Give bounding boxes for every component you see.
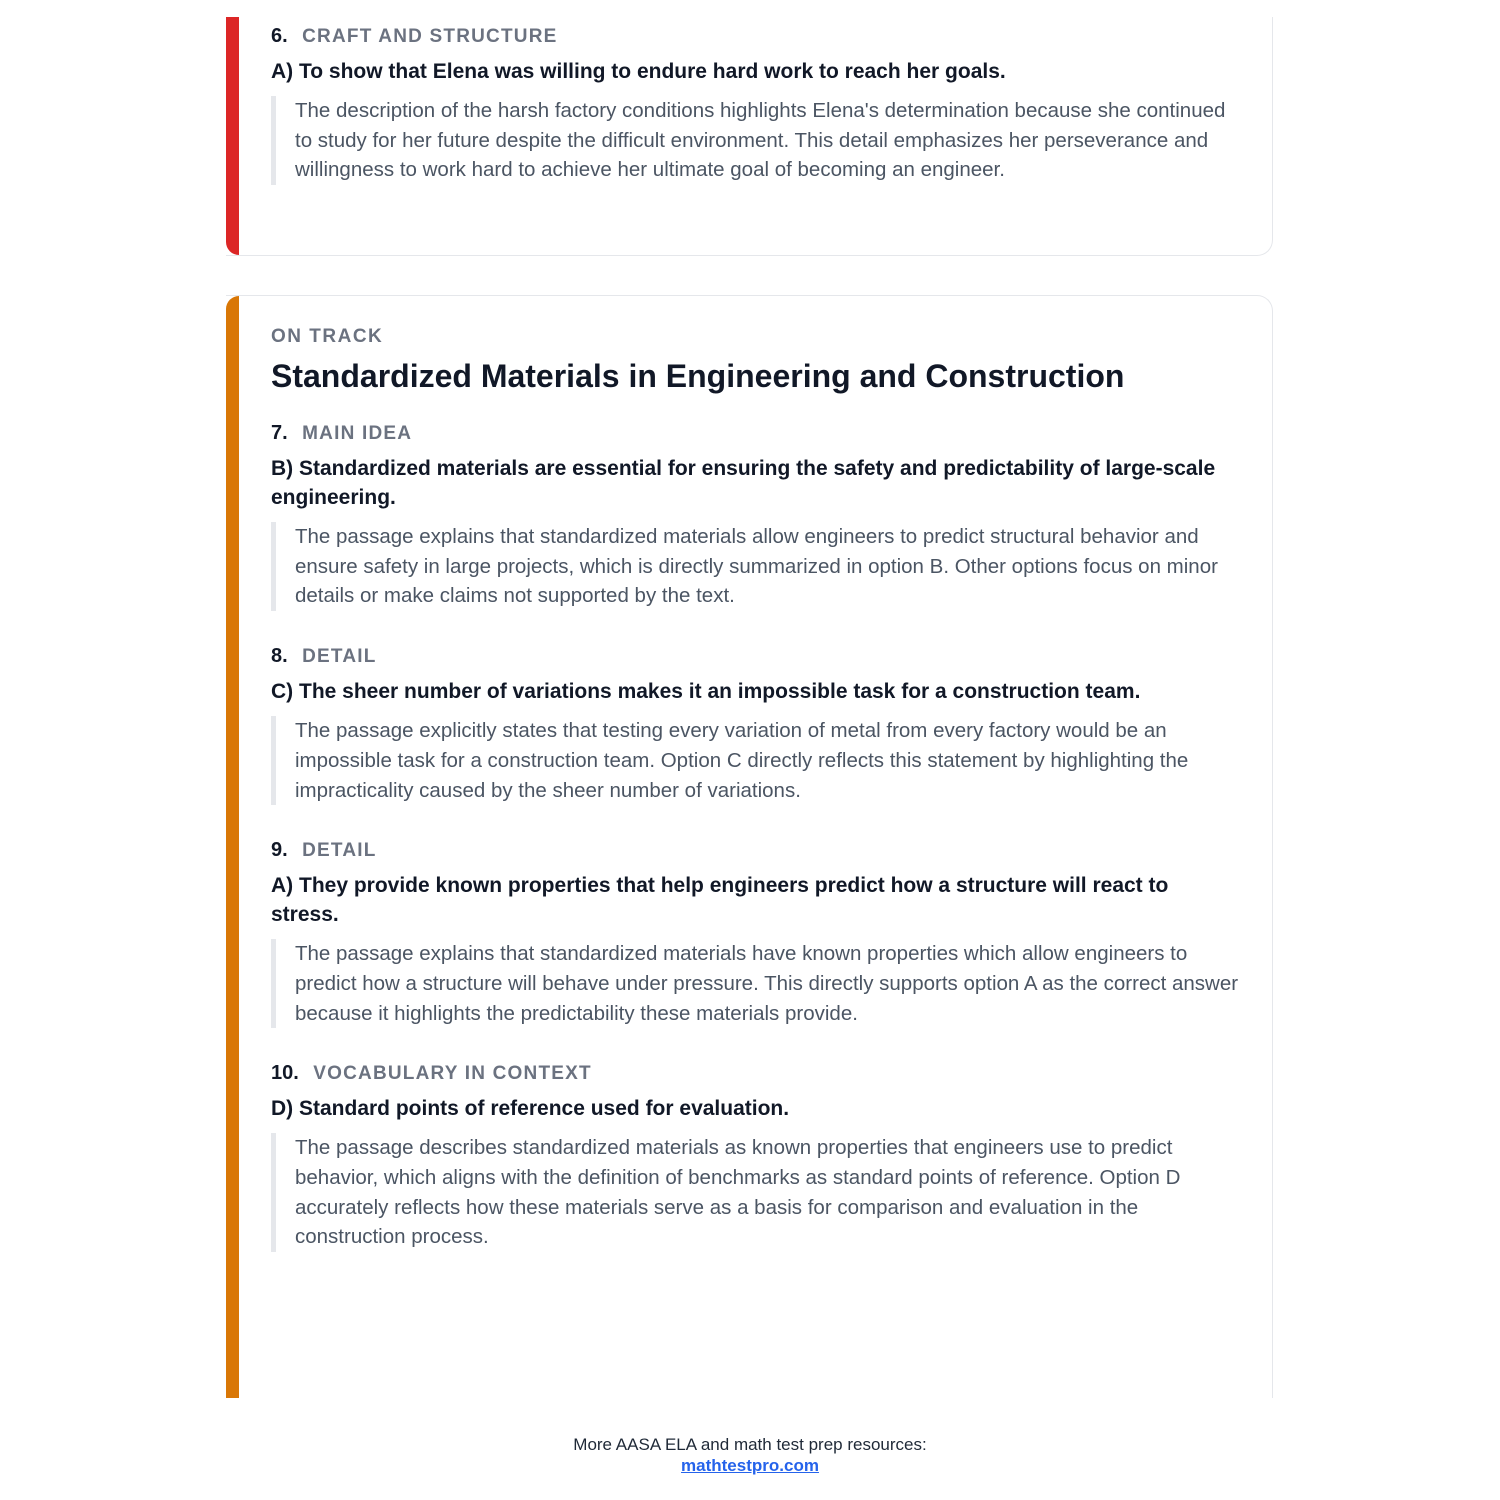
question-answer: C) The sheer number of variations makes it an impossible task for a construction team. <box>271 680 1141 704</box>
question-number: 9. <box>271 839 288 862</box>
question-skill: CRAFT AND STRUCTURE <box>302 26 558 47</box>
question-skill: DETAIL <box>302 840 377 862</box>
footer-link[interactable]: mathtestpro.com <box>681 1456 819 1475</box>
question-answer: A) To show that Elena was willing to endure hard work to reach her goals. <box>271 60 1006 83</box>
question-header <box>271 418 1240 448</box>
on-track-card <box>226 295 1273 1398</box>
question-explanation: The passage describes standardized materials as known properties that engineers use to predict behavior, which aligns with the definition of benchmarks as standard points of reference. Option D accurately reflects how these materials serve as a basis for comparison and evaluation in the construction process. <box>271 1133 1240 1252</box>
question-item <box>271 1058 1240 1252</box>
question-number: 7. <box>271 422 288 444</box>
question-item <box>271 418 1240 611</box>
question-header <box>271 641 1240 671</box>
question-number: 10. <box>271 1062 299 1085</box>
craft-structure-card <box>226 17 1273 256</box>
question-number: 8. <box>271 645 288 668</box>
card-accent-bar <box>226 17 239 255</box>
question-header <box>271 21 1240 51</box>
question-header <box>271 1058 1240 1088</box>
question-header <box>271 835 1240 865</box>
card-accent-bar <box>226 296 239 1398</box>
footer-text: More AASA ELA and math test prep resources: <box>573 1435 927 1454</box>
footer <box>0 1434 1500 1476</box>
question-skill: VOCABULARY IN CONTEXT <box>313 1063 592 1085</box>
question-skill: MAIN IDEA <box>302 423 413 444</box>
passage-title: Standardized Materials in Engineering and Construction <box>271 358 1125 394</box>
question-answer: B) Standardized materials are essential for ensuring the safety and predictability of large-scale engineering. <box>271 457 1216 509</box>
question-number: 6. <box>271 25 288 47</box>
question-answer: D) Standard points of reference used for evaluation. <box>271 1097 790 1121</box>
question-skill: DETAIL <box>302 646 377 668</box>
question-explanation: The passage explains that standardized materials have known properties which allow engineers to predict how a structure will behave under pressure. This directly supports option A as the correct answer because it highlights the predictability these materials provide. <box>271 939 1240 1028</box>
status-label: ON TRACK <box>271 326 384 347</box>
question-explanation: The description of the harsh factory conditions highlights Elena's determination because she continued to study for her future despite the difficult environment. This detail emphasizes her perseverance and willingness to work hard to achieve her ultimate goal of becoming an engineer. <box>271 96 1240 185</box>
question-item <box>271 835 1240 1028</box>
question-explanation: The passage explicitly states that testing every variation of metal from every factory would be an impossible task for a construction team. Option C directly reflects this statement by highlighting the impracticality caused by the sheer number of variations. <box>271 716 1240 805</box>
question-item <box>271 641 1240 805</box>
question-item <box>271 21 1240 185</box>
question-explanation: The passage explains that standardized materials allow engineers to predict structural behavior and ensure safety in large projects, which is directly summarized in option B. Other options focus on minor details or make claims not supported by the text. <box>271 522 1240 611</box>
question-answer: A) They provide known properties that help engineers predict how a structure will react to stress. <box>271 874 1169 927</box>
